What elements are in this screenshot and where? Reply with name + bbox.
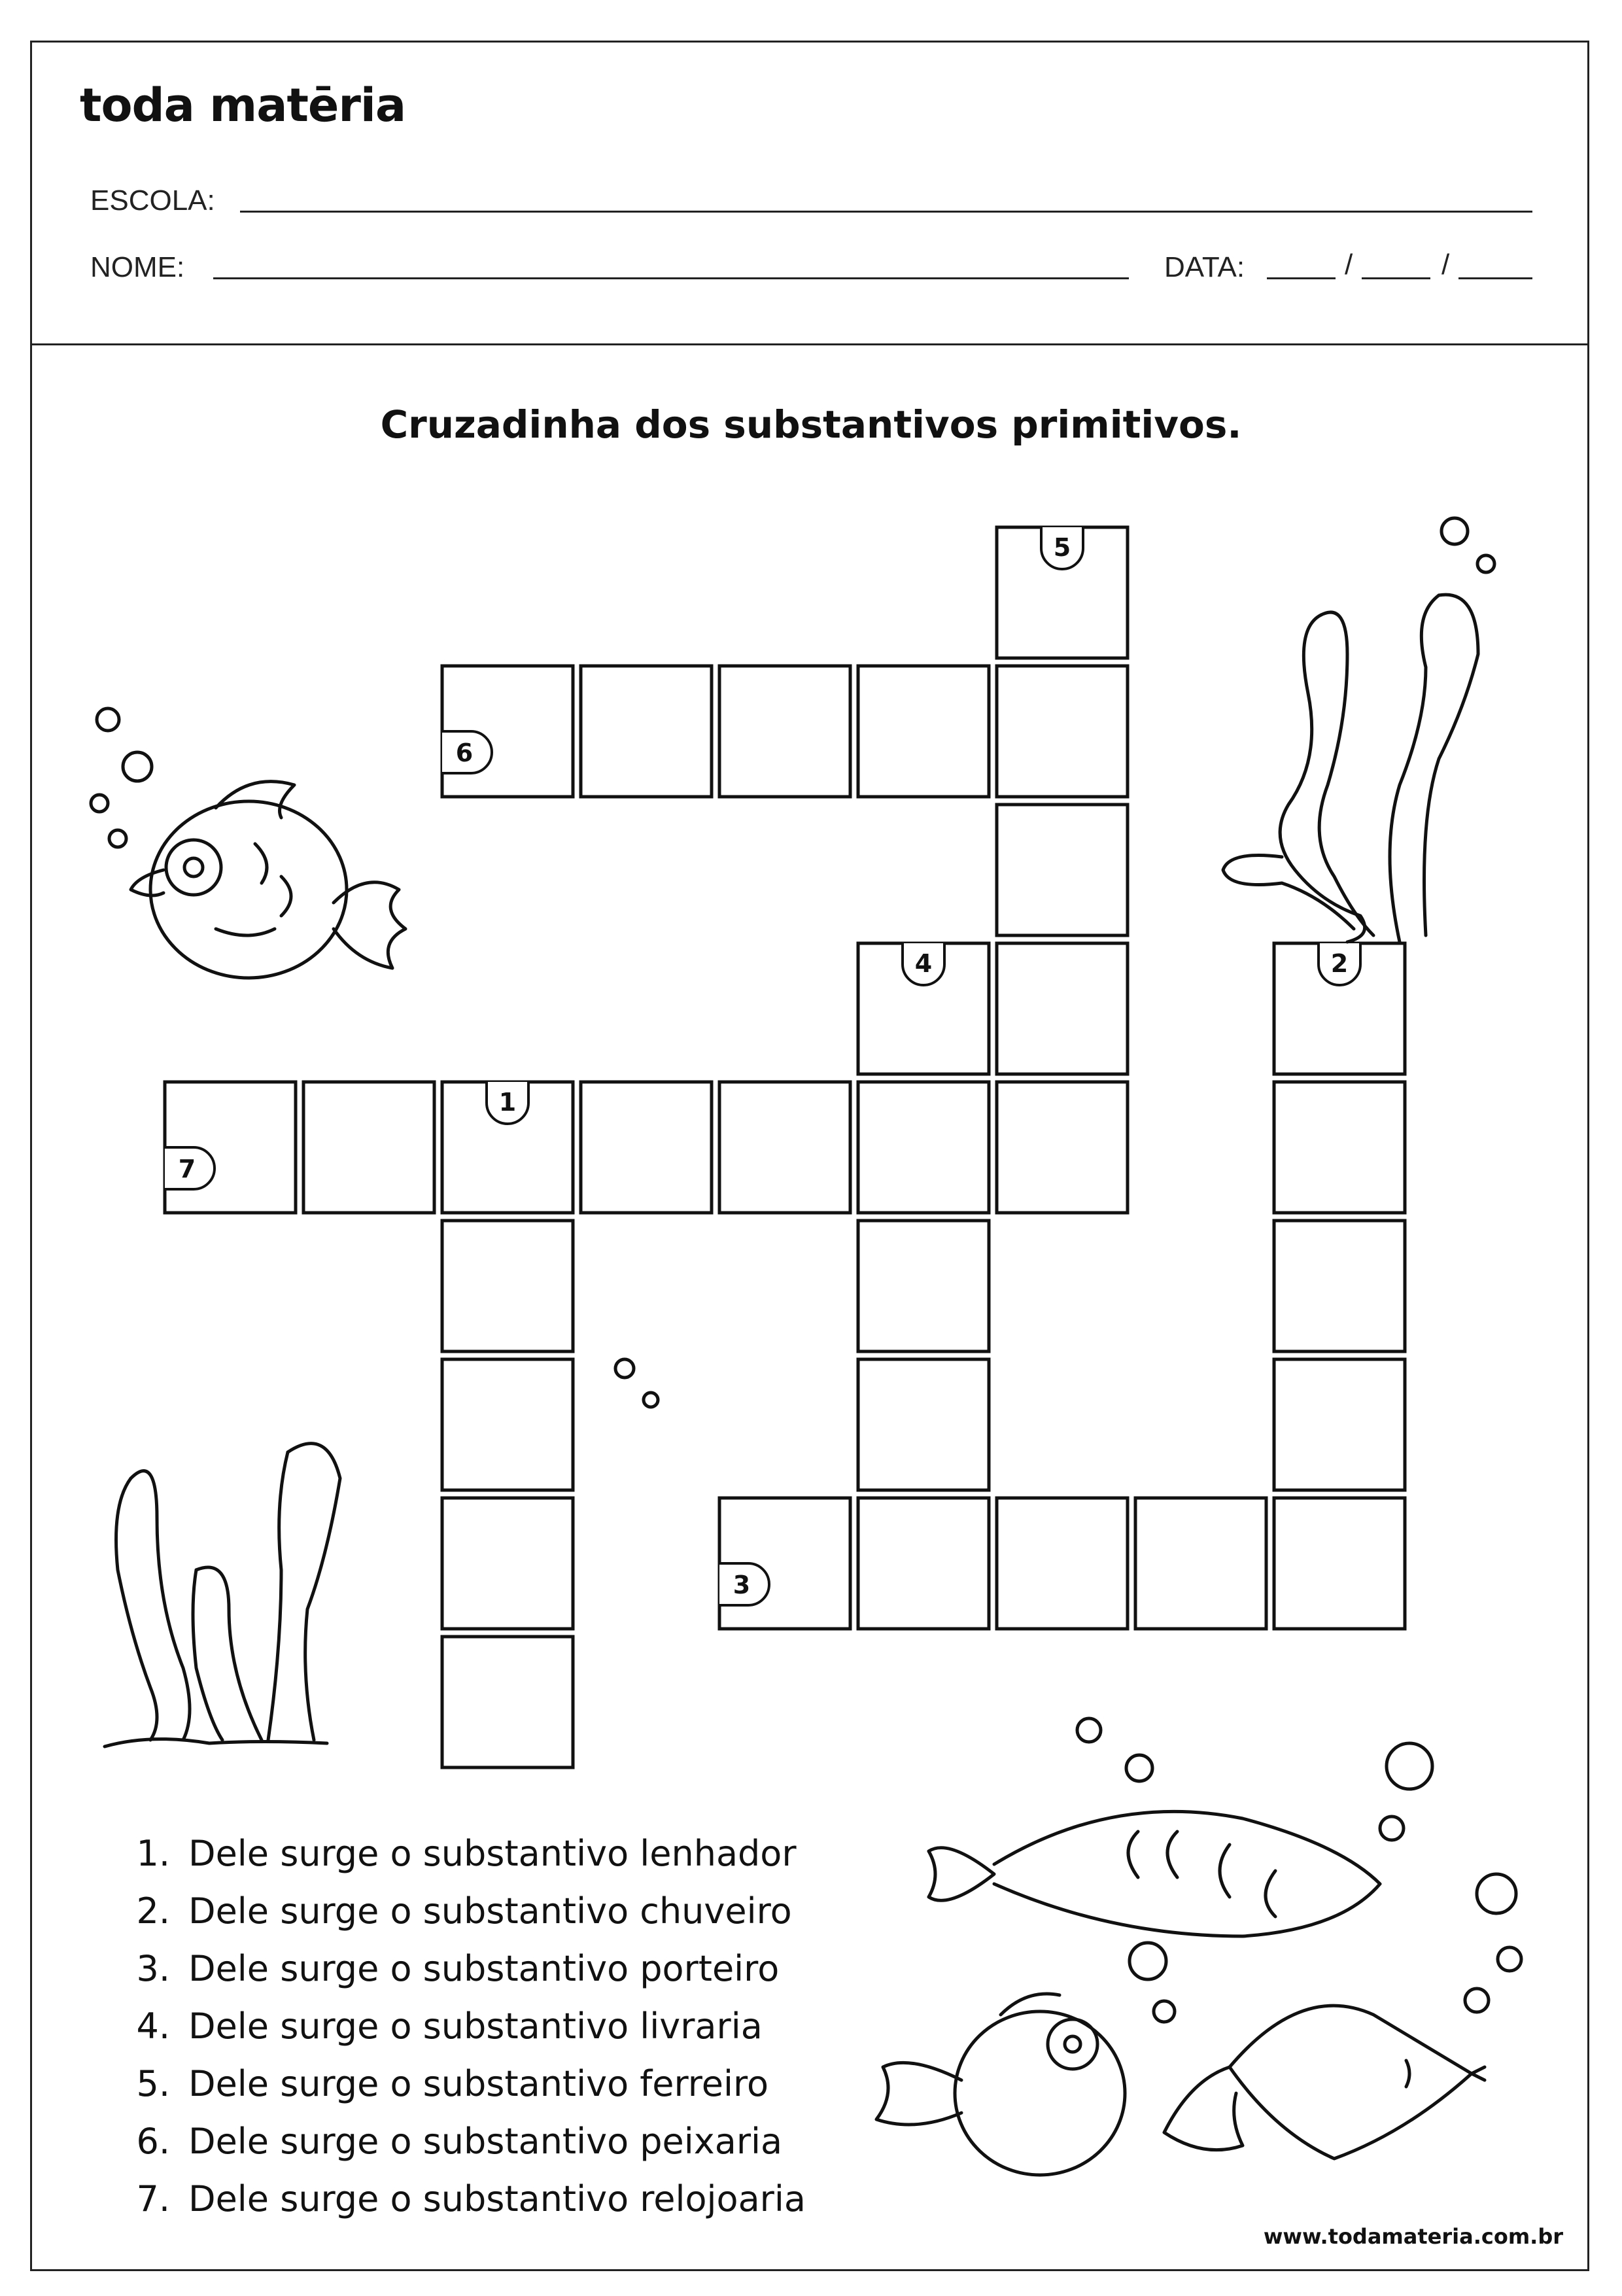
clue-number: 6.	[136, 2121, 170, 2162]
crossword-number: 7	[178, 1155, 196, 1183]
name-label: NOME:	[90, 251, 185, 283]
crossword-cell[interactable]	[1274, 1498, 1405, 1629]
crossword-cell[interactable]	[997, 666, 1128, 797]
clue-text: Dele surge o substantivo porteiro	[188, 1948, 780, 1989]
crossword-cell[interactable]	[858, 1221, 989, 1351]
school-label: ESCOLA:	[90, 184, 215, 217]
crossword-cell[interactable]	[997, 805, 1128, 935]
clue-text: Dele surge o substantivo chuveiro	[188, 1890, 792, 1932]
clue-list	[118, 1825, 806, 2228]
clue-text: Dele surge o substantivo ferreiro	[188, 2063, 769, 2104]
clue-item	[118, 1883, 806, 1940]
clue-item	[118, 1998, 806, 2055]
brand-logo: toda matēria	[80, 78, 406, 132]
crossword-cell[interactable]	[997, 943, 1128, 1074]
footer-url: www.todamateria.com.br	[1263, 2224, 1563, 2249]
worksheet-title: Cruzadinha dos substantivos primitivos.	[380, 402, 1242, 447]
crossword-cell[interactable]	[1135, 1498, 1266, 1629]
crossword-number: 6	[455, 739, 474, 767]
crossword-cell[interactable]	[997, 1082, 1128, 1213]
crossword-cell[interactable]	[858, 1082, 989, 1213]
crossword-cell[interactable]	[719, 1082, 850, 1213]
date-label: DATA:	[1164, 251, 1245, 283]
crossword-cell[interactable]	[1274, 1359, 1405, 1490]
date-separator: /	[1441, 249, 1450, 281]
crossword-cell[interactable]	[303, 1082, 434, 1213]
clue-item	[118, 1940, 806, 1998]
clue-item	[118, 2113, 806, 2170]
crossword-cell[interactable]	[858, 1359, 989, 1490]
clue-number: 5.	[136, 2063, 170, 2104]
clue-number: 1.	[136, 1833, 170, 1874]
crossword-number: 5	[1053, 533, 1071, 562]
crossword-cell[interactable]	[1274, 1082, 1405, 1213]
crossword-cell[interactable]	[719, 666, 850, 797]
crossword-cell[interactable]	[1274, 1221, 1405, 1351]
clue-number: 2.	[136, 1890, 170, 1932]
crossword-number: 3	[733, 1571, 751, 1599]
clue-text: Dele surge o substantivo peixaria	[188, 2121, 783, 2162]
clue-text: Dele surge o substantivo livraria	[188, 2006, 763, 2047]
crossword-cell[interactable]	[858, 1498, 989, 1629]
crossword-cell[interactable]	[442, 1221, 573, 1351]
clue-number: 7.	[136, 2178, 170, 2219]
fish-icon	[91, 708, 406, 978]
crossword-cell[interactable]	[997, 1498, 1128, 1629]
crossword-cell[interactable]	[858, 666, 989, 797]
clue-number: 3.	[136, 1948, 170, 1989]
clue-number: 4.	[136, 2006, 170, 2047]
clue-item	[118, 1825, 806, 1883]
crossword-cell[interactable]	[581, 666, 712, 797]
crossword-number: 2	[1330, 949, 1349, 978]
seaweed-icon	[1223, 518, 1494, 942]
crossword-cell[interactable]	[442, 1498, 573, 1629]
seaweed-icon	[105, 1359, 658, 1747]
crossword-cell[interactable]	[581, 1082, 712, 1213]
clue-item	[118, 2055, 806, 2113]
crossword-cell[interactable]	[442, 1637, 573, 1767]
clue-text: Dele surge o substantivo lenhador	[188, 1833, 797, 1874]
date-separator: /	[1345, 249, 1353, 281]
clue-text: Dele surge o substantivo relojoaria	[188, 2178, 806, 2219]
crossword-number: 4	[914, 949, 933, 978]
clue-item	[118, 2170, 806, 2228]
crossword-number: 1	[498, 1088, 517, 1117]
fish-icon	[876, 1718, 1521, 2175]
crossword-cell[interactable]	[442, 1359, 573, 1490]
